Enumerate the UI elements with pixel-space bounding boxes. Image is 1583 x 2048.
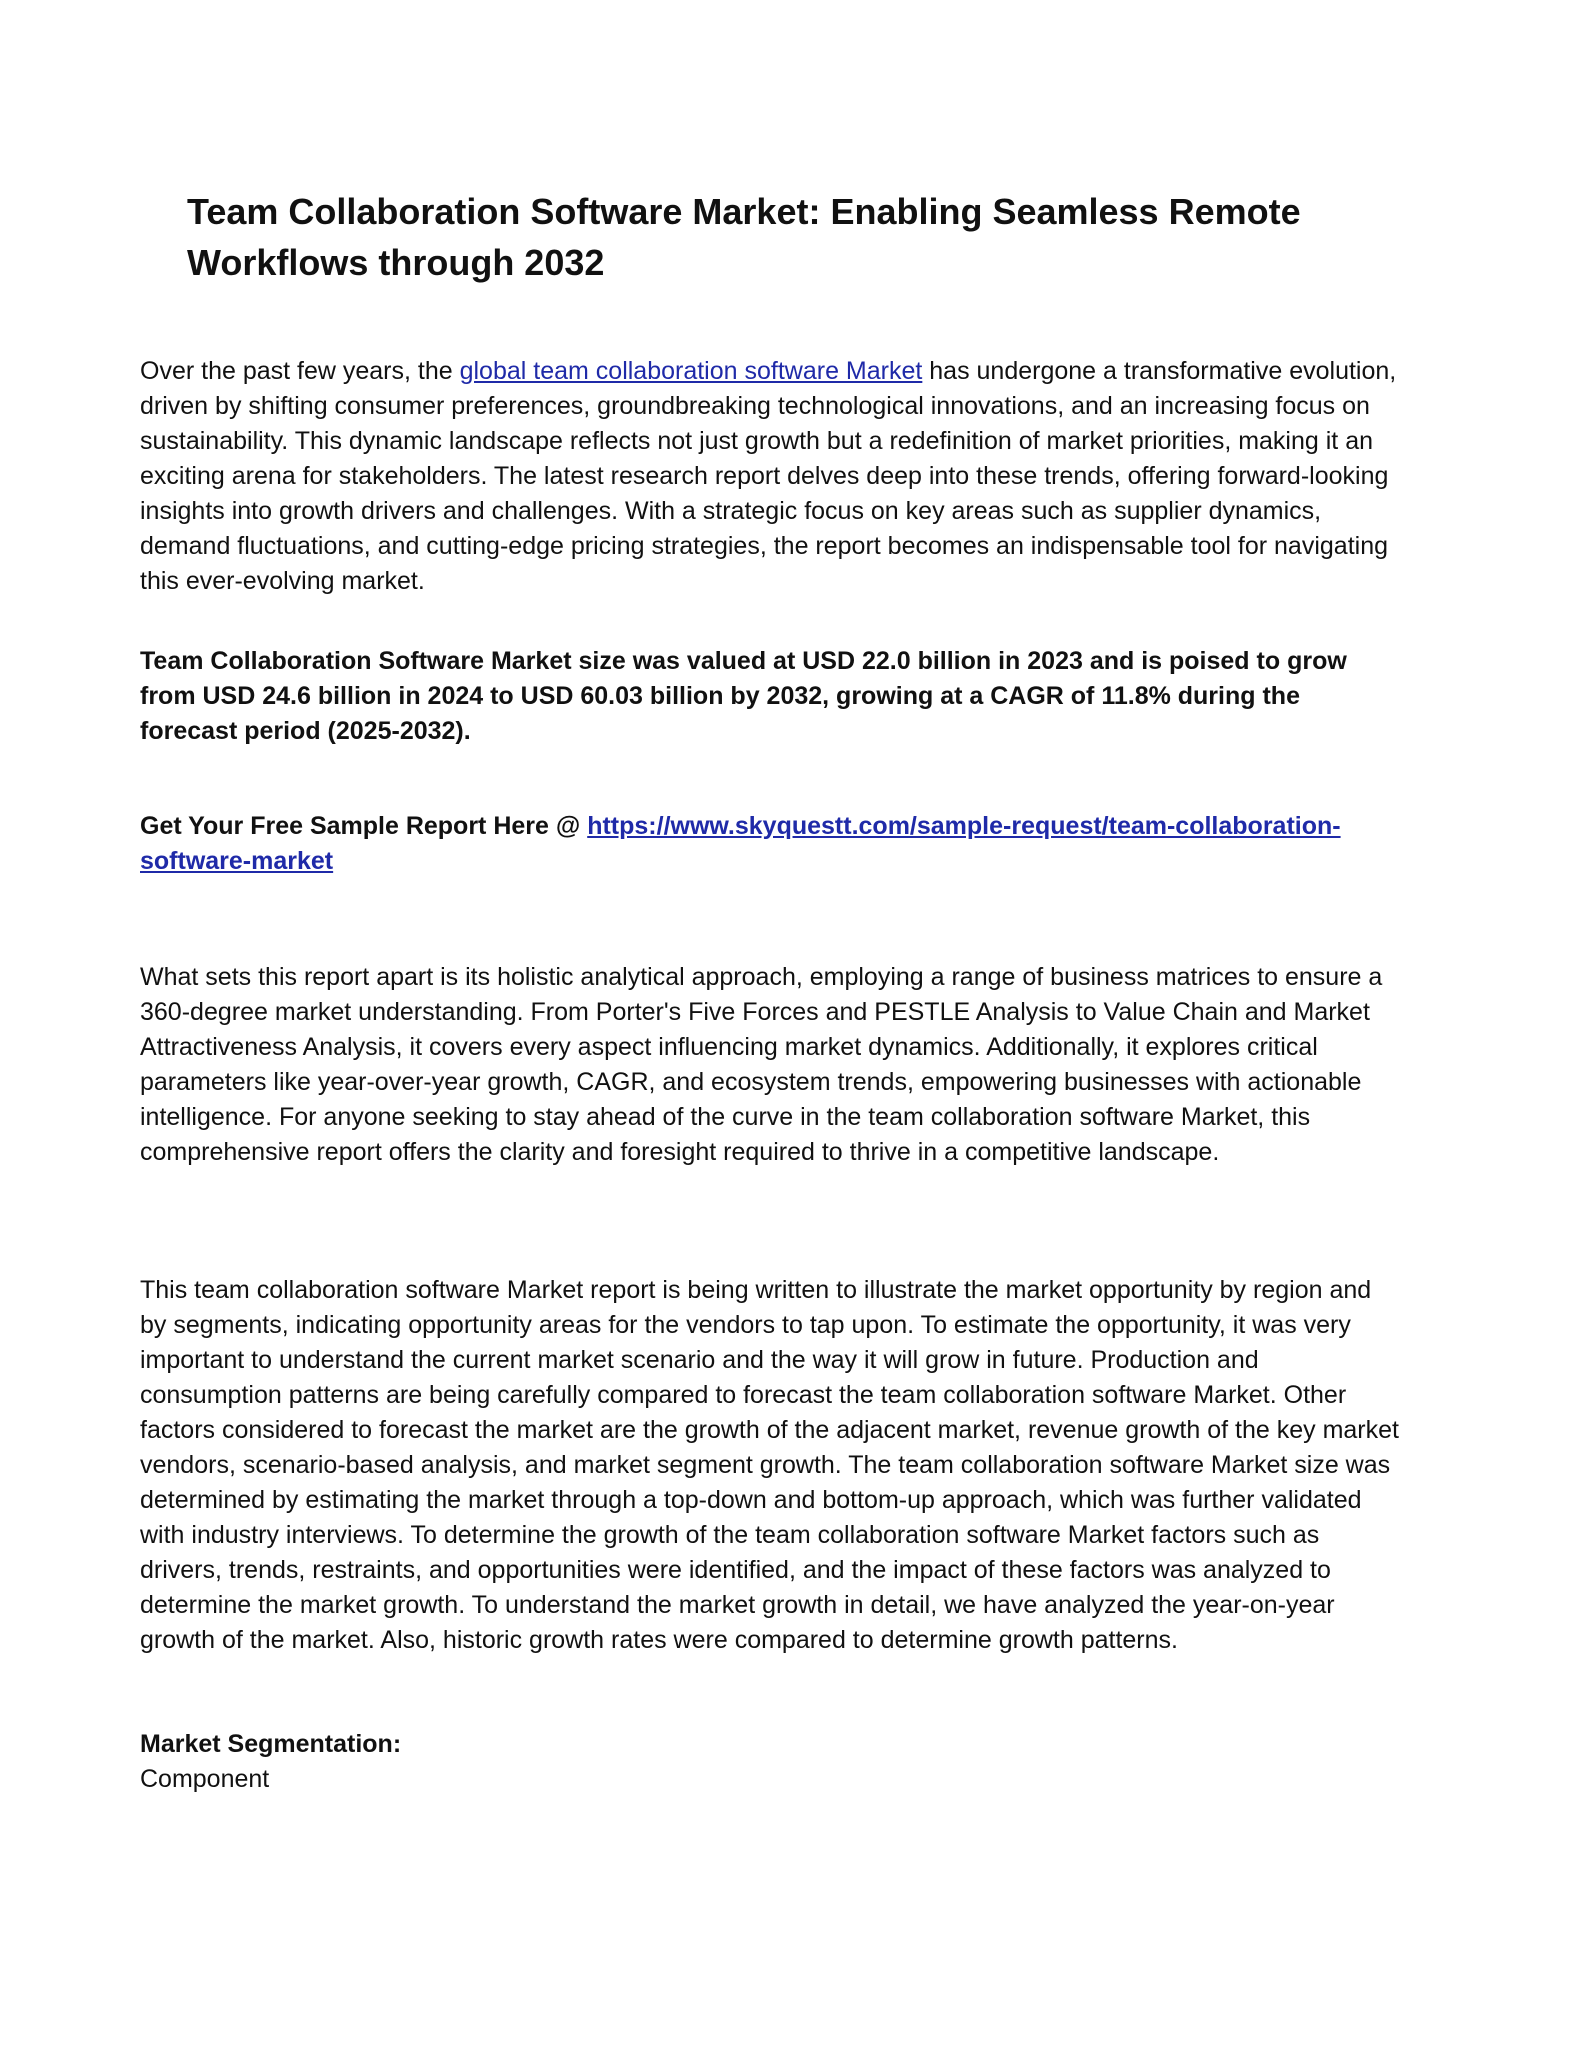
market-size-paragraph: Team Collaboration Software Market size was valued at USD 22.0 billion in 2023 and is poised to grow from USD 24.6 billion in 2024 to USD 60.03 billion by 2032, growing at a CAGR of 11.8% during the forecast period (2025-2032). bbox=[140, 647, 1347, 745]
market-report-paragraph: This team collaboration software Market report is being written to illustrate the market opportunity by region and by segments, indicating opportunity areas for the vendors to tap upon. To estimate the opportunity, it was very important to understand the current market scenario and the way it will grow in future. Production and consumption patterns are being carefully compared to forecast the team collaboration software Market. Other factors considered to forecast the market are the growth of the adjacent market, revenue growth of the key market vendors, scenario-based analysis, and market segment growth. The team collaboration software Market size was determined by estimating the market through a top-down and bottom-up approach, which was further validated with industry interviews. To determine the growth of the team collaboration software Market factors such as drivers, trends, restraints, and opportunities were identified, and the impact of these factors was analyzed to determine the market growth. To understand the market growth in detail, we have analyzed the year-on-year growth of the market. Also, historic growth rates were compared to determine growth patterns. bbox=[140, 1276, 1399, 1654]
analytical-approach-paragraph: What sets this report apart is its holistic analytical approach, employing a range of business matrices to ensure a 360-degree market understanding. From Porter's Five Forces and PESTLE Analysis to Value Chain and Market Attractiveness Analysis, it covers every aspect influencing market dynamics. Additionally, it explores critical parameters like year-over-year growth, CAGR, and ecosystem trends, empowering businesses with actionable intelligence. For anyone seeking to stay ahead of the curve in the team collaboration software Market, this comprehensive report offers the clarity and foresight required to thrive in a competitive landscape. bbox=[140, 963, 1383, 1166]
sample-report-paragraph bbox=[140, 809, 1400, 879]
document-title: Team Collaboration Software Market: Enabling Seamless Remote Workflows through 2032 bbox=[187, 191, 1301, 283]
segmentation-item-component: Component bbox=[140, 1765, 270, 1793]
sample-report-label: Get Your Free Sample Report Here @ bbox=[140, 812, 588, 840]
segmentation-heading: Market Segmentation: bbox=[140, 1730, 402, 1758]
intro-text-after-link: has undergone a transformative evolution, driven by shifting consumer preferences, groundbreaking technological innovations, and an increasing focus on sustainability. This dynamic landscape reflects not just growth but a redefinition of market priorities, making it an exciting arena for stakeholders. The latest research report delves deep into these trends, offering forward-looking insights into growth drivers and challenges. With a strategic focus on key areas such as supplier dynamics, demand fluctuations, and cutting-edge pricing strategies, the report becomes an indispensable tool for navigating this ever-evolving market. bbox=[140, 357, 1397, 595]
market-link[interactable]: global team collaboration software Market bbox=[459, 357, 923, 385]
intro-paragraph bbox=[140, 354, 1400, 599]
sample-report-link[interactable]: https://www.skyquestt.com/sample-request/team-collaboration-software-market bbox=[140, 812, 1341, 875]
intro-text-before-link: Over the past few years, the bbox=[140, 357, 460, 385]
